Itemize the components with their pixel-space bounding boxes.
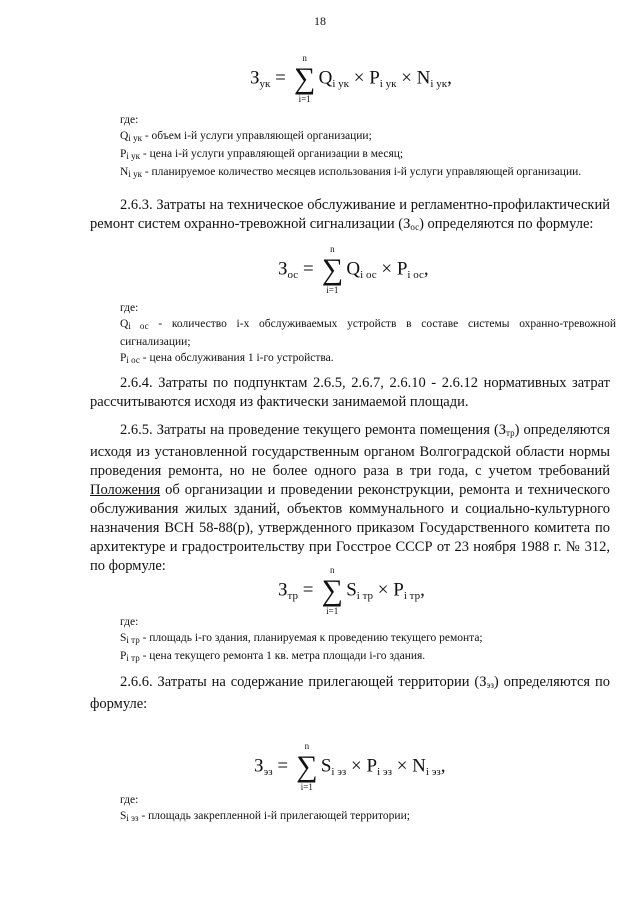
definitions-security	[120, 300, 616, 368]
where-label: где:	[120, 616, 139, 628]
where-label: где:	[120, 794, 139, 806]
definition-line: Pi ук - цена i-й услуги управляющей организации в месяц;	[120, 148, 404, 161]
paragraph-2-6-4: 2.6.4. Затраты по подпунктам 2.6.5, 2.6.7, 2.6.10 - 2.6.12 нормативных затрат рассчитываются исходя из фактически занимаемой площади.	[90, 375, 610, 410]
formula-management-cost: $З_{ук}$ = ∑ n i=1 $Q_{i ук} \times P_{i ук} \times N_{i ук}$,	[250, 53, 452, 104]
definitions-territory	[120, 792, 616, 826]
formula-territory-cost: $З_{эз}$ = ∑ n i=1 $S_{i эз} \times P_{i эз} \times N_{i эз}$,	[254, 741, 446, 792]
formula-security-cost: $З_{ос}$ = ∑ n i=1 $Q_{i ос} \times P_{i ос}$,	[278, 244, 429, 295]
definition-line: Pi тр - цена текущего ремонта 1 кв. метра площади i-го здания.	[120, 650, 426, 663]
regulation-link[interactable]: Положения	[90, 482, 161, 498]
where-label: где:	[120, 302, 139, 314]
definition-line: Si эз - площадь закрепленной i-й прилегающей территории;	[120, 810, 410, 823]
sum-symbol: ∑ n i=1	[321, 565, 343, 616]
sum-symbol: ∑ n i=1	[321, 244, 344, 295]
paragraph-2-6-3: 2.6.3. Затраты на техническое обслуживание и регламентно-профилактический ремонт систем охранно-тревожной сигнализации $(З_{ос})$ определяются по формуле:	[90, 197, 610, 232]
definition-line: Pi ос - цена обслуживания 1 i-го устройства.	[120, 352, 334, 365]
sum-symbol: ∑ n i=1	[293, 53, 316, 104]
definitions-management	[120, 112, 616, 182]
sum-symbol: ∑ n i=1	[296, 741, 318, 792]
paragraph-2-6-5: 2.6.5. Затраты на проведение текущего ремонта помещения $(З_{тр})$ определяются исходя из установленной государственным органом Волгоградской области нормы проведения ремонта, но не более одного раза в три года, с учетом требований Положения об организации и проведении реконструкции, ремонта и технического обслуживания жилых зданий, объектов коммунального и социально-культурного назначения ВСН 58-88(р), утвержденного приказом Государственного комитета по архитектуре и градостроительству при Госстрое СССР от 23 ноября 1988 г. № 312, по формуле:	[90, 422, 610, 574]
definition-line: Qi ук - объем i-й услуги управляющей организации;	[120, 130, 372, 143]
where-label: где:	[120, 114, 139, 126]
definition-line: Ni ук - планируемое количество месяцев использования i-й услуги управляющей организации.	[120, 166, 582, 179]
paragraph-2-6-6: 2.6.6. Затраты на содержание прилегающей территории $(З_{эз})$ определяются по формуле:	[90, 674, 610, 712]
formula-repair-cost: $З_{тр}$ = ∑ n i=1 $S_{i тр} \times P_{i тр}$,	[278, 565, 425, 616]
definition-line: Qi ос - количество i-х обслуживаемых устройств в составе системы охранно-тревожной сигнализации;	[120, 318, 616, 348]
definitions-repair	[120, 614, 616, 666]
definition-line: Si тр - площадь i-го здания, планируемая к проведению текущего ремонта;	[120, 632, 483, 645]
page-number: 18	[314, 14, 326, 28]
